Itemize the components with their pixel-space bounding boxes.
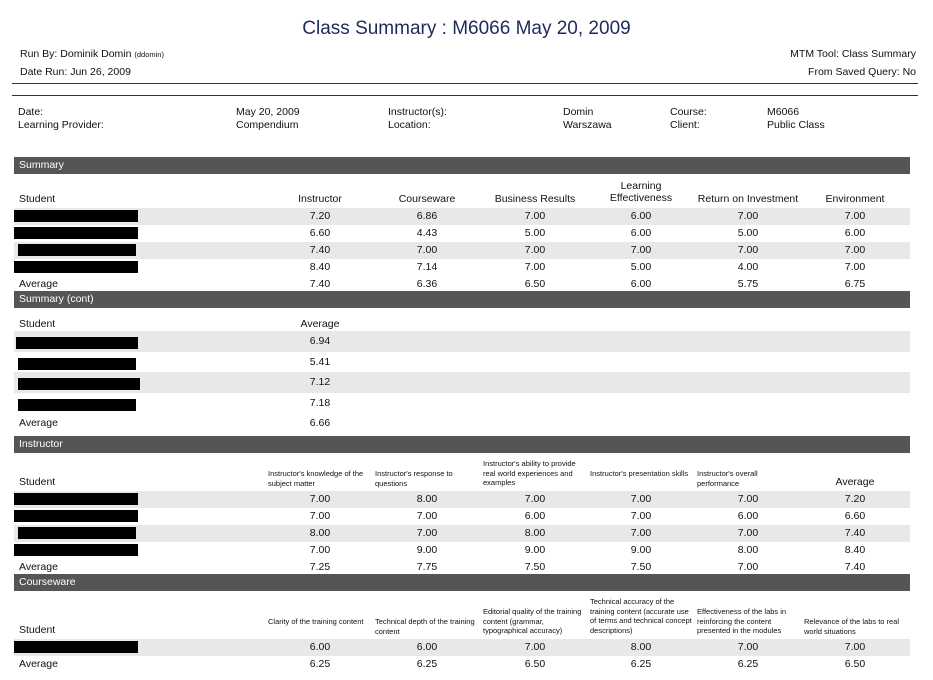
summary-cell: 6.86 — [416, 210, 438, 222]
redacted-student-name — [18, 244, 136, 256]
summary-col-header: Business Results — [494, 193, 576, 205]
instructor-average-cell: 7.75 — [416, 561, 438, 573]
instructor-cell: 7.00 — [737, 527, 759, 539]
row-shade — [14, 372, 910, 393]
summary-col-header: Courseware — [398, 193, 456, 205]
summary-cell: 6.00 — [630, 210, 652, 222]
summary-cell: 7.14 — [416, 261, 438, 273]
header-rule-2 — [12, 95, 918, 96]
instructor-col-header: Instructor's ability to provide real world experiences and examples — [483, 459, 576, 487]
instructor-cell: 7.00 — [630, 527, 652, 539]
instructor-cell: 6.60 — [844, 510, 866, 522]
summary-cell: 6.00 — [630, 227, 652, 239]
info-course-value: M6066 — [767, 106, 800, 118]
run-by-user: (ddomin) — [134, 50, 164, 59]
redacted-student-name — [14, 544, 138, 556]
redacted-student-name — [18, 378, 140, 390]
instructor-cell: 7.40 — [844, 527, 866, 539]
redacted-student-name — [14, 261, 138, 273]
courseware-cell: 6.00 — [309, 641, 331, 653]
courseware-col-header: Technical depth of the training content — [375, 617, 475, 636]
instructor-cell: 9.00 — [524, 544, 546, 556]
redacted-student-name — [18, 399, 136, 411]
courseware-cell: 6.00 — [416, 641, 438, 653]
info-location-label: Location: — [388, 119, 431, 131]
instructor-col-header: Instructor's response to questions — [375, 469, 453, 488]
courseware-average-cell: 6.25 — [309, 658, 331, 670]
saved-query: From Saved Query: No — [808, 66, 916, 78]
summary-cell: 4.43 — [416, 227, 438, 239]
redacted-student-name — [14, 510, 138, 522]
summary-cell: 7.00 — [844, 261, 866, 273]
summary-cell: 7.00 — [844, 244, 866, 256]
section-band-courseware: Courseware — [14, 574, 910, 591]
instructor-col-header: Instructor's knowledge of the subject matter — [268, 469, 364, 488]
info-client-value: Public Class — [767, 119, 825, 131]
instructor-student-header: Student — [19, 476, 56, 488]
info-provider-label: Learning Provider: — [18, 119, 104, 131]
info-course-label: Course: — [670, 106, 707, 118]
summary-col-header: Learning Effectiveness — [609, 180, 673, 204]
instructor-cell: 7.00 — [737, 493, 759, 505]
summary-cont-average-cell: 6.66 — [309, 417, 331, 429]
summary-cell: 5.00 — [524, 227, 546, 239]
summary-col-header: Instructor — [298, 193, 342, 205]
summary-cell: 8.40 — [309, 261, 331, 273]
summary-cell: 7.00 — [737, 210, 759, 222]
summary-average-cell: 7.40 — [309, 278, 331, 290]
summary-cell: 7.00 — [524, 244, 546, 256]
instructor-cell: 7.00 — [524, 493, 546, 505]
instructor-cell: 8.00 — [737, 544, 759, 556]
courseware-col-header: Effectiveness of the labs in reinforcing the content presented in the modules — [697, 607, 787, 635]
instructor-cell: 8.00 — [309, 527, 331, 539]
courseware-cell: 8.00 — [630, 641, 652, 653]
summary-cell: 5.00 — [737, 227, 759, 239]
courseware-average-cell: 6.50 — [524, 658, 546, 670]
info-instructor-label: Instructor(s): — [388, 106, 447, 118]
summary-cell: 7.40 — [309, 244, 331, 256]
redacted-student-name — [18, 527, 136, 539]
instructor-cell: 9.00 — [630, 544, 652, 556]
summary-cell: 7.00 — [416, 244, 438, 256]
info-client-label: Client: — [670, 119, 700, 131]
summary-cell: 5.00 — [630, 261, 652, 273]
redacted-student-name — [18, 358, 136, 370]
instructor-cell: 7.00 — [630, 510, 652, 522]
info-location-value: Warszawa — [563, 119, 612, 131]
summary-cell: 7.00 — [524, 210, 546, 222]
instructor-average-cell: 7.50 — [630, 561, 652, 573]
summary-cell: 6.60 — [309, 227, 331, 239]
summary-cell: 7.00 — [844, 210, 866, 222]
instructor-cell: 7.00 — [309, 510, 331, 522]
section-band-summary-cont: Summary (cont) — [14, 291, 910, 308]
tool-name: MTM Tool: Class Summary — [790, 48, 916, 60]
instructor-cell: 9.00 — [416, 544, 438, 556]
summary-student-header: Student — [19, 193, 56, 205]
section-band-instructor: Instructor — [14, 436, 910, 453]
redacted-student-name — [14, 641, 138, 653]
summary-cell: 4.00 — [737, 261, 759, 273]
redacted-student-name — [16, 337, 138, 349]
instructor-col-header: Instructor's overall performance — [697, 469, 758, 488]
redacted-student-name — [14, 227, 138, 239]
courseware-cell: 7.00 — [737, 641, 759, 653]
instructor-cell: 7.00 — [630, 493, 652, 505]
run-by-text: Run By: Dominik Domin — [20, 48, 132, 60]
courseware-average-cell: 6.25 — [416, 658, 438, 670]
info-instructor-value: Domin — [563, 106, 594, 118]
courseware-average-cell: 6.50 — [844, 658, 866, 670]
section-band-summary: Summary — [14, 157, 910, 174]
summary-cell: 7.00 — [524, 261, 546, 273]
instructor-average-cell: 7.00 — [737, 561, 759, 573]
summary-cont-cell: 7.12 — [309, 376, 331, 388]
summary-cell: 7.00 — [737, 244, 759, 256]
summary-cont-cell: 7.18 — [309, 396, 331, 409]
instructor-cell: 7.20 — [844, 493, 866, 505]
instructor-average-label: Average — [19, 561, 58, 573]
instructor-cell: 8.40 — [844, 544, 866, 556]
summary-average-cell: 6.00 — [630, 278, 652, 290]
instructor-col-header: Average — [835, 476, 875, 488]
courseware-cell: 7.00 — [844, 641, 866, 653]
instructor-cell: 6.00 — [524, 510, 546, 522]
info-date-label: Date: — [18, 106, 44, 118]
instructor-cell: 7.00 — [309, 544, 331, 556]
courseware-student-header: Student — [19, 624, 56, 636]
info-date-value: May 20, 2009 — [236, 106, 300, 118]
page-title: Class Summary : M6066 May 20, 2009 — [302, 18, 631, 39]
header-rule — [12, 83, 918, 84]
summary-average-cell: 6.36 — [416, 278, 438, 290]
courseware-average-label: Average — [19, 658, 58, 670]
summary-col-header: Return on Investment — [697, 193, 799, 205]
summary-cont-cell: 5.41 — [309, 355, 331, 368]
summary-cont-cell: 6.94 — [309, 335, 331, 347]
row-shade — [14, 331, 910, 352]
courseware-col-header: Technical accuracy of the training content (accurate use of terms and technical concept descriptions) — [590, 597, 692, 635]
summary-average-label: Average — [19, 278, 58, 290]
instructor-average-cell: 7.50 — [524, 561, 546, 573]
date-run: Date Run: Jun 26, 2009 — [20, 66, 131, 78]
instructor-cell: 8.00 — [416, 493, 438, 505]
instructor-cell: 7.00 — [309, 493, 331, 505]
summary-cont-average-label: Average — [19, 417, 58, 429]
instructor-average-cell: 7.25 — [309, 561, 331, 573]
instructor-average-cell: 7.40 — [844, 561, 866, 573]
instructor-cell: 7.00 — [416, 510, 438, 522]
instructor-col-header: Instructor's presentation skills — [590, 469, 689, 478]
summary-cell: 7.20 — [309, 210, 331, 222]
run-by — [20, 48, 164, 60]
instructor-cell: 7.00 — [416, 527, 438, 539]
courseware-cell: 7.00 — [524, 641, 546, 653]
summary-cell: 7.00 — [630, 244, 652, 256]
redacted-student-name — [14, 210, 138, 222]
courseware-col-header: Relevance of the labs to real world situations — [804, 617, 900, 636]
summary-average-cell: 5.75 — [737, 278, 759, 290]
summary-average-cell: 6.50 — [524, 278, 546, 290]
redacted-student-name — [14, 493, 138, 505]
info-provider-value: Compendium — [236, 119, 299, 131]
summary-cont-student-header: Student — [19, 318, 56, 330]
summary-cell: 6.00 — [844, 227, 866, 239]
courseware-col-header: Clarity of the training content — [268, 617, 364, 626]
courseware-average-cell: 6.25 — [737, 658, 759, 670]
courseware-col-header: Editorial quality of the training content (grammar, typographical accuracy) — [483, 607, 582, 635]
summary-cont-average-header: Average — [300, 318, 340, 330]
summary-average-cell: 6.75 — [844, 278, 866, 290]
instructor-cell: 8.00 — [524, 527, 546, 539]
instructor-cell: 6.00 — [737, 510, 759, 522]
courseware-average-cell: 6.25 — [630, 658, 652, 670]
summary-col-header: Environment — [825, 193, 885, 205]
